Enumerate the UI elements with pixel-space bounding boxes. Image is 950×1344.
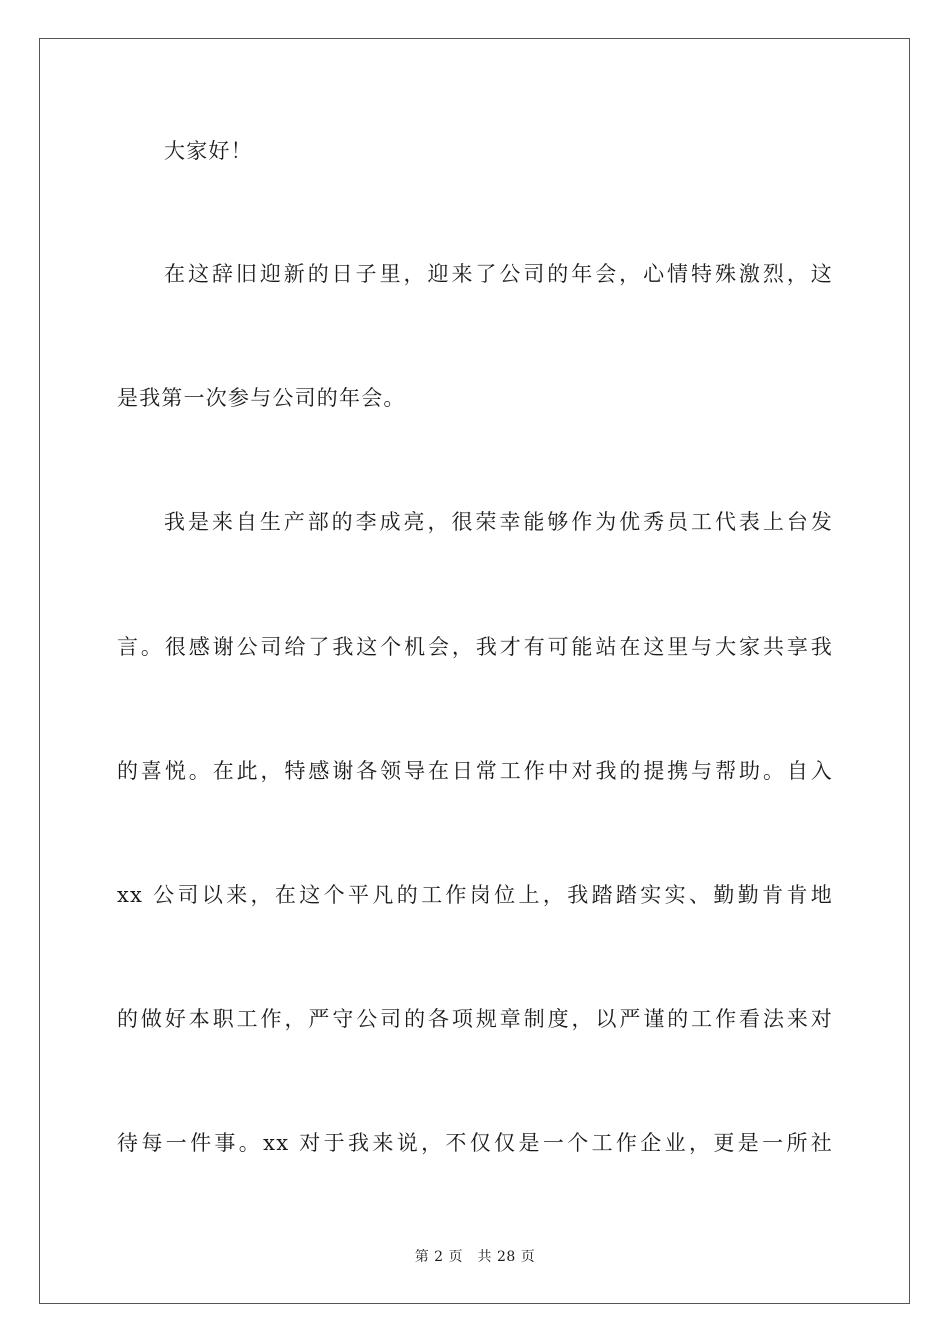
- paragraph-line-4: 言。很感谢公司给了我这个机会，我才有可能站在这里与大家共享我: [117, 635, 833, 659]
- paragraph-line-6: xx 公司以来，在这个平凡的工作岗位上，我踏踏实实、勤勤肯肯地: [117, 883, 833, 907]
- greeting-line: 大家好！: [164, 139, 253, 163]
- paragraph-line-8: 待每一件事。xx 对于我来说，不仅仅是一个工作企业，更是一所社: [117, 1131, 833, 1155]
- paragraph-line-5: 的喜悦。在此，特感谢各领导在日常工作中对我的提携与帮助。自入: [117, 759, 833, 783]
- paragraph-line-7: 的做好本职工作，严守公司的各项规章制度，以严谨的工作看法来对: [117, 1007, 833, 1031]
- page-number-footer: 第 2 页 共 28 页: [414, 1249, 536, 1265]
- page-border: [39, 38, 910, 1304]
- paragraph-line-2: 是我第一次参与公司的年会。: [117, 386, 406, 410]
- paragraph-line-3: 我是来自生产部的李成亮，很荣幸能够作为优秀员工代表上台发: [164, 510, 833, 534]
- paragraph-line-1: 在这辞旧迎新的日子里，迎来了公司的年会，心情特殊激烈，这: [164, 262, 833, 286]
